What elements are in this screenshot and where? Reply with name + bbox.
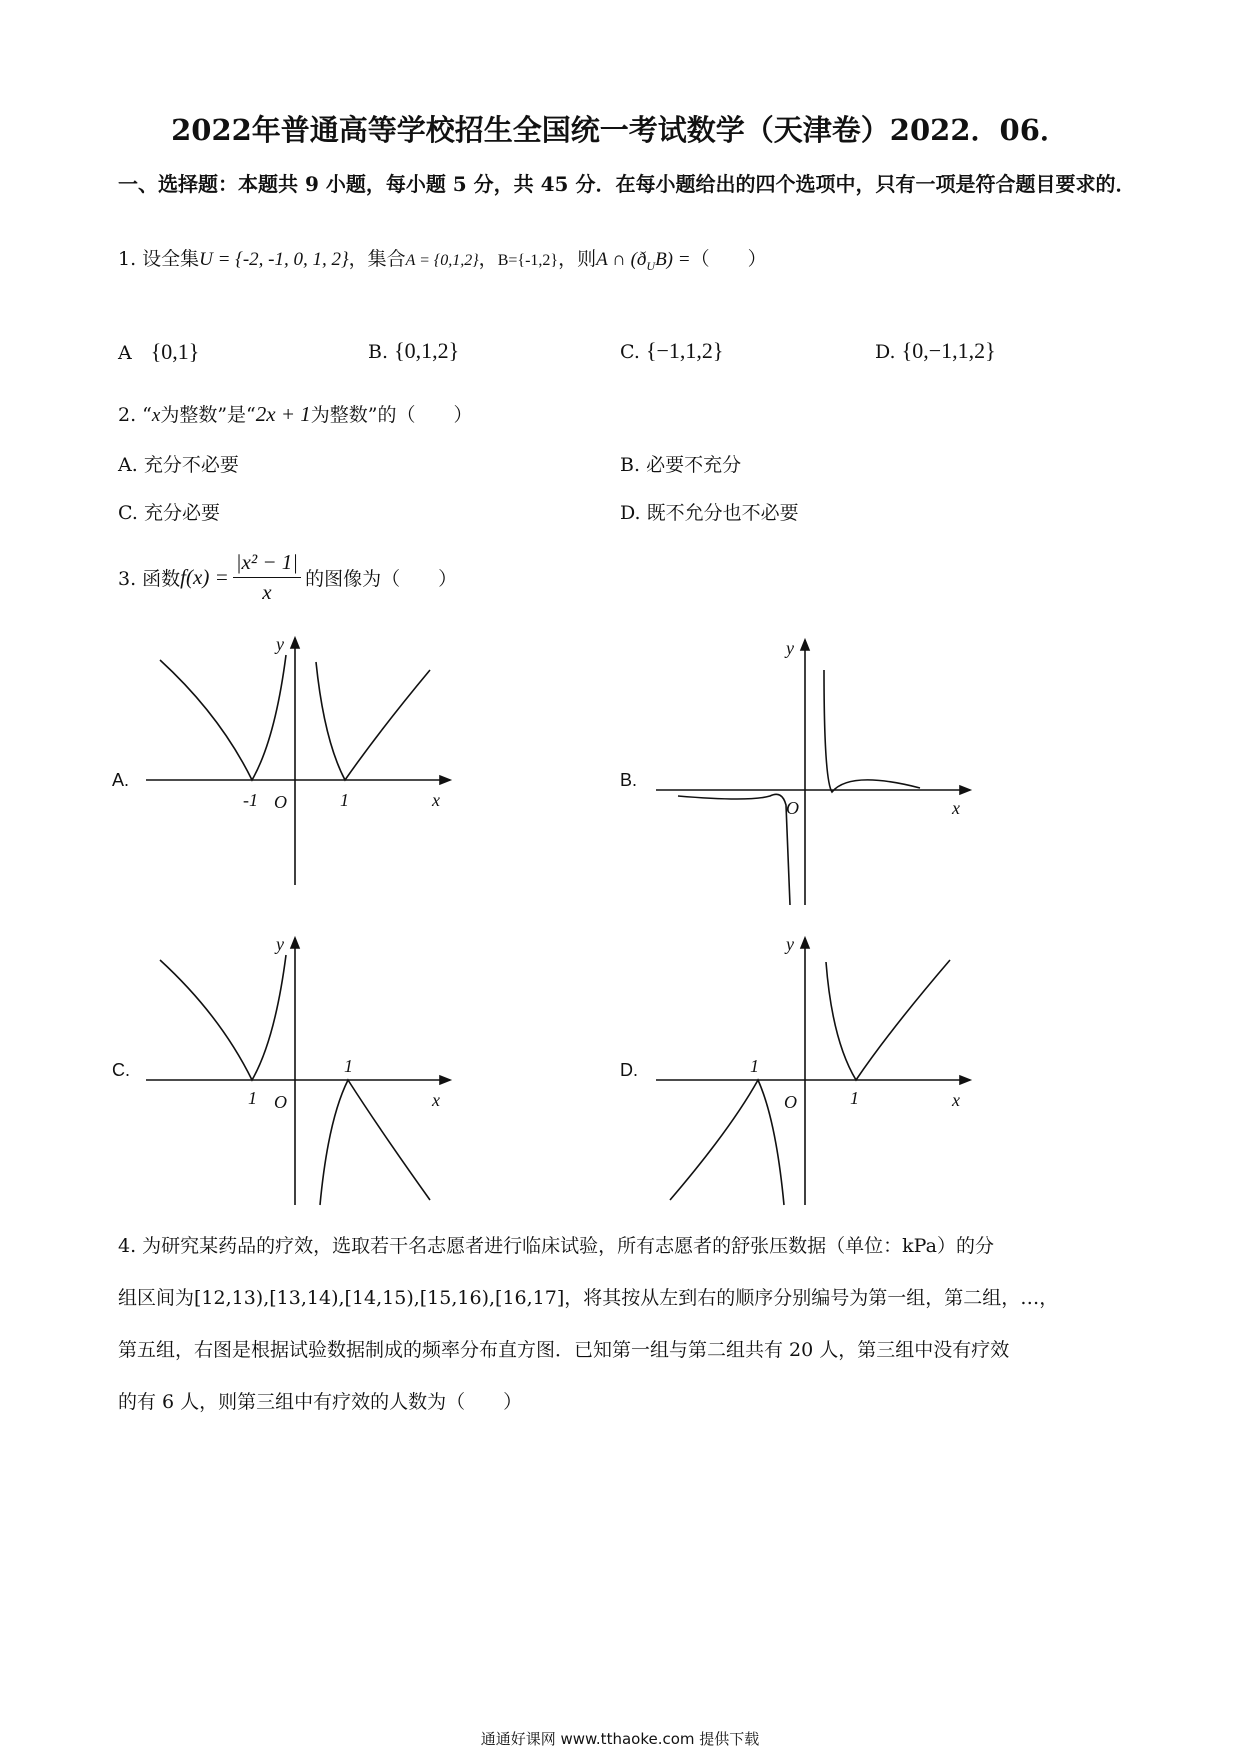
y-axis-arrow	[291, 638, 299, 648]
q2-option-a[interactable]: A. 充分不必要	[118, 454, 239, 476]
q1-prefix: 1. 设全集	[118, 248, 200, 270]
origin-label: O	[786, 798, 799, 818]
q1-option-a[interactable]: A {0,1}	[118, 339, 200, 364]
q1-set-b: B={-1,2}	[497, 252, 559, 269]
tick-one-right: 1	[850, 1088, 859, 1108]
question-3: 3. 函数f(x) = $\frac{\text{|x² − 1|}}{x}$ 的图像为（ ）	[118, 550, 458, 604]
graph-a-label[interactable]: A.	[112, 770, 130, 790]
x-label: x	[432, 1090, 440, 1110]
q3-denominator: x	[262, 580, 272, 604]
graph-c-label[interactable]: C.	[112, 1060, 130, 1080]
tick-one: 1	[340, 790, 349, 810]
q3-numerator: |x² − 1|	[233, 550, 301, 578]
graph-d-label[interactable]: D.	[620, 1060, 638, 1080]
question-4-line-1: 4. 为研究某药品的疗效，选取若干名志愿者进行临床试验，所有志愿者的舒张压数据（单位：kPa）的分	[118, 1235, 994, 1257]
q2-option-d[interactable]: D. 既不允分也不必要	[620, 502, 799, 524]
y-axis-arrow	[801, 938, 809, 948]
origin-label: O	[274, 792, 287, 812]
question-4-line-4: 的有 6 人，则第三组中有疗效的人数为（ ）	[118, 1391, 523, 1413]
curve-right	[320, 1080, 430, 1205]
curve-left	[678, 794, 790, 905]
y-label: y	[786, 934, 794, 954]
q1-option-b[interactable]: B. {0,1,2}	[368, 338, 460, 363]
graph-a[interactable]	[140, 630, 460, 890]
x-label: x	[432, 790, 440, 810]
curve-right	[316, 662, 430, 780]
y-label: y	[276, 634, 284, 654]
question-4-line-2: 组区间为[12,13),[13,14),[14,15),[15,16),[16,17]，将其按从左到右的顺序分别编号为第一组，第二组，…，	[118, 1287, 1059, 1309]
graph-d[interactable]	[650, 930, 980, 1210]
curve-left	[160, 655, 286, 780]
curve-left	[670, 1080, 784, 1205]
y-label: y	[786, 638, 794, 658]
q1-expression: A ∩ $(ð_UB)$ =	[596, 249, 691, 273]
q1-universal-set: U = {-2, -1, 0, 1, 2}	[199, 249, 349, 270]
tick-one-left: 1	[248, 1088, 257, 1108]
x-axis-arrow	[440, 776, 450, 784]
tick-one-right: 1	[344, 1056, 353, 1076]
y-label: y	[276, 934, 284, 954]
curve-right	[824, 670, 920, 792]
origin-label: O	[274, 1092, 287, 1112]
y-axis-arrow	[291, 938, 299, 948]
footer-watermark: 通通好课网 www.tthaoke.com 提供下载	[480, 1730, 760, 1748]
graph-b[interactable]	[650, 630, 980, 910]
question-4-line-3: 第五组，右图是根据试验数据制成的频率分布直方图．已知第一组与第二组共有 20 人，第三组中没有疗效	[118, 1339, 1010, 1361]
curve-right	[826, 960, 950, 1080]
q1-then: ，则	[558, 248, 597, 270]
q2-option-b[interactable]: B. 必要不充分	[620, 454, 742, 476]
q1-option-d[interactable]: D. {0,−1,1,2}	[875, 338, 996, 363]
curve-left	[160, 955, 286, 1080]
question-1	[118, 244, 767, 274]
graph-c[interactable]	[140, 930, 460, 1210]
question-2: 2. “x为整数”是“2x + 1为整数”的（ ）	[118, 402, 473, 426]
origin-label: O	[784, 1092, 797, 1112]
x-label: x	[952, 1090, 960, 1110]
q2-option-c[interactable]: C. 充分必要	[118, 502, 220, 524]
x-axis-arrow	[960, 1076, 970, 1084]
q1-sep: ，	[478, 248, 498, 270]
x-label: x	[952, 798, 960, 818]
y-axis-arrow	[801, 640, 809, 650]
tick-one-left: 1	[750, 1056, 759, 1076]
q1-paren: （ ）	[690, 248, 767, 270]
tick-neg-one: -1	[243, 790, 258, 810]
x-axis-arrow	[440, 1076, 450, 1084]
graph-b-label[interactable]: B.	[620, 770, 638, 790]
q1-option-c[interactable]: C. {−1,1,2}	[620, 338, 724, 363]
q1-set-a: A = {0,1,2}	[405, 252, 479, 269]
section-heading: 一、选择题：本题共 9 小题，每小题 5 分，共 45 分．在每小题给出的四个选项中，只有一项是符合题目要求的．	[118, 172, 1136, 196]
page-title: 2022年普通高等学校招生全国统一考试数学（天津卷）2022．06．	[171, 113, 1069, 147]
x-axis-arrow	[960, 786, 970, 794]
q1-mid: ，集合	[348, 248, 406, 270]
